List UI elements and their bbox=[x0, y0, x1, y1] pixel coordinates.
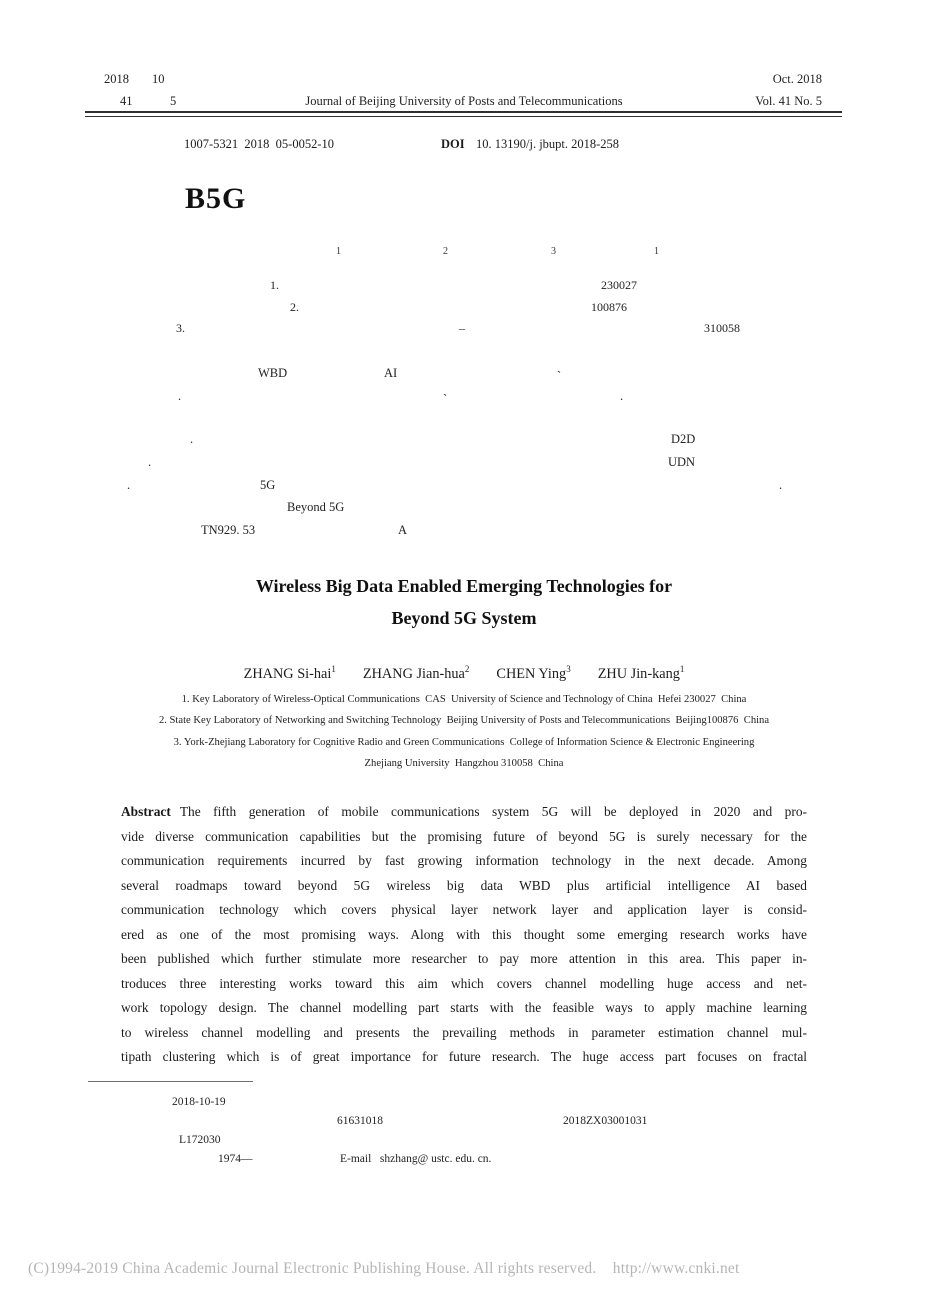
author-affiliation-superscript: 2 bbox=[464, 664, 470, 674]
abstract-line: tipath clustering which is of great importance for future research. The huge access part focuses on fractal bbox=[121, 1049, 807, 1065]
author-superscript-4: 1 bbox=[654, 246, 659, 257]
author-list bbox=[121, 664, 807, 683]
header-date-en: Oct. 2018 bbox=[772, 72, 822, 86]
abstract-line: troduces three interesting works toward this aim which covers channel modelling huge access and net- bbox=[121, 975, 807, 991]
cn-clc-number: TN929. 53 bbox=[201, 523, 256, 537]
cn-affiliation-1-postcode: 230027 bbox=[601, 278, 637, 292]
cn-abstract-fragment: 5G bbox=[260, 478, 276, 492]
abstract-line: ered as one of the most promising ways. Along with this thought some emerging research works have bbox=[121, 926, 807, 942]
cn-abstract-fragment: . bbox=[190, 432, 194, 446]
author-affiliation-superscript: 3 bbox=[566, 664, 571, 674]
header-month: 10 bbox=[152, 72, 165, 86]
doi-label: DOI bbox=[441, 137, 465, 151]
header-vol-no-en: Vol. 41 No. 5 bbox=[755, 94, 822, 108]
en-title-line1: Wireless Big Data Enabled Emerging Technologies for bbox=[255, 576, 673, 596]
cn-abstract-fragment: . bbox=[178, 389, 182, 403]
received-date: 2018-10-19 bbox=[172, 1096, 226, 1108]
article-id: 1007-5321 2018 05-0052-10 bbox=[184, 137, 334, 151]
cn-abstract-fragment: . bbox=[779, 478, 783, 492]
cn-abstract-fragment: AI bbox=[384, 366, 398, 380]
en-affiliation-line: 1. Key Laboratory of Wireless-Optical Communications CAS University of Science and Technology of China Hefei 230027 China bbox=[181, 694, 747, 705]
cn-abstract-fragment: . bbox=[148, 455, 152, 469]
grant-number-2: 2018ZX03001031 bbox=[563, 1115, 648, 1127]
cn-abstract-fragment: WBD bbox=[258, 366, 288, 380]
header-year: 2018 bbox=[104, 72, 129, 86]
abstract-label: Abstract bbox=[121, 804, 171, 819]
abstract-block bbox=[121, 800, 807, 1070]
en-affiliation-line: 2. State Key Laboratory of Networking and Switching Technology Beijing University of Posts and Telecommunications Beijing100876 China bbox=[158, 715, 770, 726]
grant-number-1: 61631018 bbox=[337, 1115, 383, 1127]
author-affiliation-superscript: 1 bbox=[679, 664, 685, 674]
cn-affiliation-1-num: 1. bbox=[270, 278, 279, 292]
author-superscript-2: 2 bbox=[443, 246, 448, 257]
cn-abstract-fragment: ` bbox=[557, 369, 562, 383]
header-double-rule bbox=[85, 111, 842, 117]
en-title-line2: Beyond 5G System bbox=[391, 608, 537, 628]
author-email: E-mail shzhang@ ustc. edu. cn. bbox=[340, 1153, 492, 1165]
cn-affiliation-3-num: 3. bbox=[176, 321, 185, 335]
doi-value: 10. 13190/j. jbupt. 2018-258 bbox=[476, 137, 620, 151]
abstract-line: communication requirements incurred by fast growing information technology in the next decade. Among bbox=[121, 853, 807, 869]
cn-affiliation-3-dash: – bbox=[459, 321, 465, 335]
header-issue: 5 bbox=[170, 94, 177, 108]
cn-abstract-fragment: . bbox=[127, 478, 131, 492]
author-name: ZHANG Si-hai$^1$ bbox=[243, 664, 336, 682]
cn-abstract-fragment: UDN bbox=[668, 455, 696, 469]
journal-name: Journal of Beijing University of Posts and Telecommunications bbox=[305, 94, 623, 108]
abstract-line: several roadmaps toward beyond 5G wireless big data WBD plus artificial intelligence AI based bbox=[121, 877, 807, 893]
abstract-line: been published which further stimulate more researcher to pay more attention in this area. This paper in- bbox=[121, 951, 807, 967]
copyright-notice: (C)1994-2019 China Academic Journal Electronic Publishing House. All rights reserved. http://www.cnki.net bbox=[28, 1260, 740, 1277]
abstract-line: communication technology which covers physical layer network layer and application layer is consid- bbox=[121, 902, 807, 918]
author-superscript-3: 3 bbox=[551, 246, 556, 257]
author-name: CHEN Ying$^3$ bbox=[496, 664, 571, 682]
abstract-line: Abstract The fifth generation of mobile communications system 5G will be deployed in 2020 and pro- bbox=[121, 804, 807, 819]
cn-abstract-fragment: . bbox=[620, 389, 624, 403]
author-affiliation-superscript: 1 bbox=[331, 664, 336, 674]
en-affiliation-line: 3. York-Zhejiang Laboratory for Cognitive Radio and Green Communications College of Information Science & Electronic Engineering bbox=[173, 737, 755, 748]
header-volume: 41 bbox=[120, 94, 133, 108]
footnote-rule bbox=[88, 1081, 253, 1082]
abstract-line: vide diverse communication capabilities but the promising future of beyond 5G is surely necessary for the bbox=[121, 828, 807, 844]
cn-affiliation-3-postcode: 310058 bbox=[704, 321, 740, 335]
author-name: ZHANG Jian-hua$^2$ bbox=[362, 664, 470, 682]
abstract-line: to wireless channel modelling and presents the prevailing methods in parameter estimation channel mul- bbox=[121, 1024, 807, 1040]
author-birth-year: 1974— bbox=[218, 1153, 253, 1165]
cn-document-code: A bbox=[398, 523, 408, 537]
abstract-line: work topology design. The channel modelling part starts with the feasible ways to apply machine learning bbox=[121, 1000, 807, 1016]
cn-affiliation-2-num: 2. bbox=[290, 300, 299, 314]
cn-keywords-fragment: Beyond 5G bbox=[287, 500, 345, 514]
en-affiliation-line: Zhejiang University Hangzhou 310058 China bbox=[364, 758, 564, 769]
cn-title: B5G bbox=[185, 182, 247, 215]
cn-affiliation-2-postcode: 100876 bbox=[591, 300, 627, 314]
cn-abstract-fragment: D2D bbox=[671, 432, 696, 446]
grant-number-3: L172030 bbox=[179, 1134, 221, 1146]
cn-abstract-fragment: ` bbox=[443, 392, 448, 406]
author-name: ZHU Jin-kang$^1$ bbox=[597, 664, 685, 682]
author-superscript-1: 1 bbox=[336, 246, 341, 257]
